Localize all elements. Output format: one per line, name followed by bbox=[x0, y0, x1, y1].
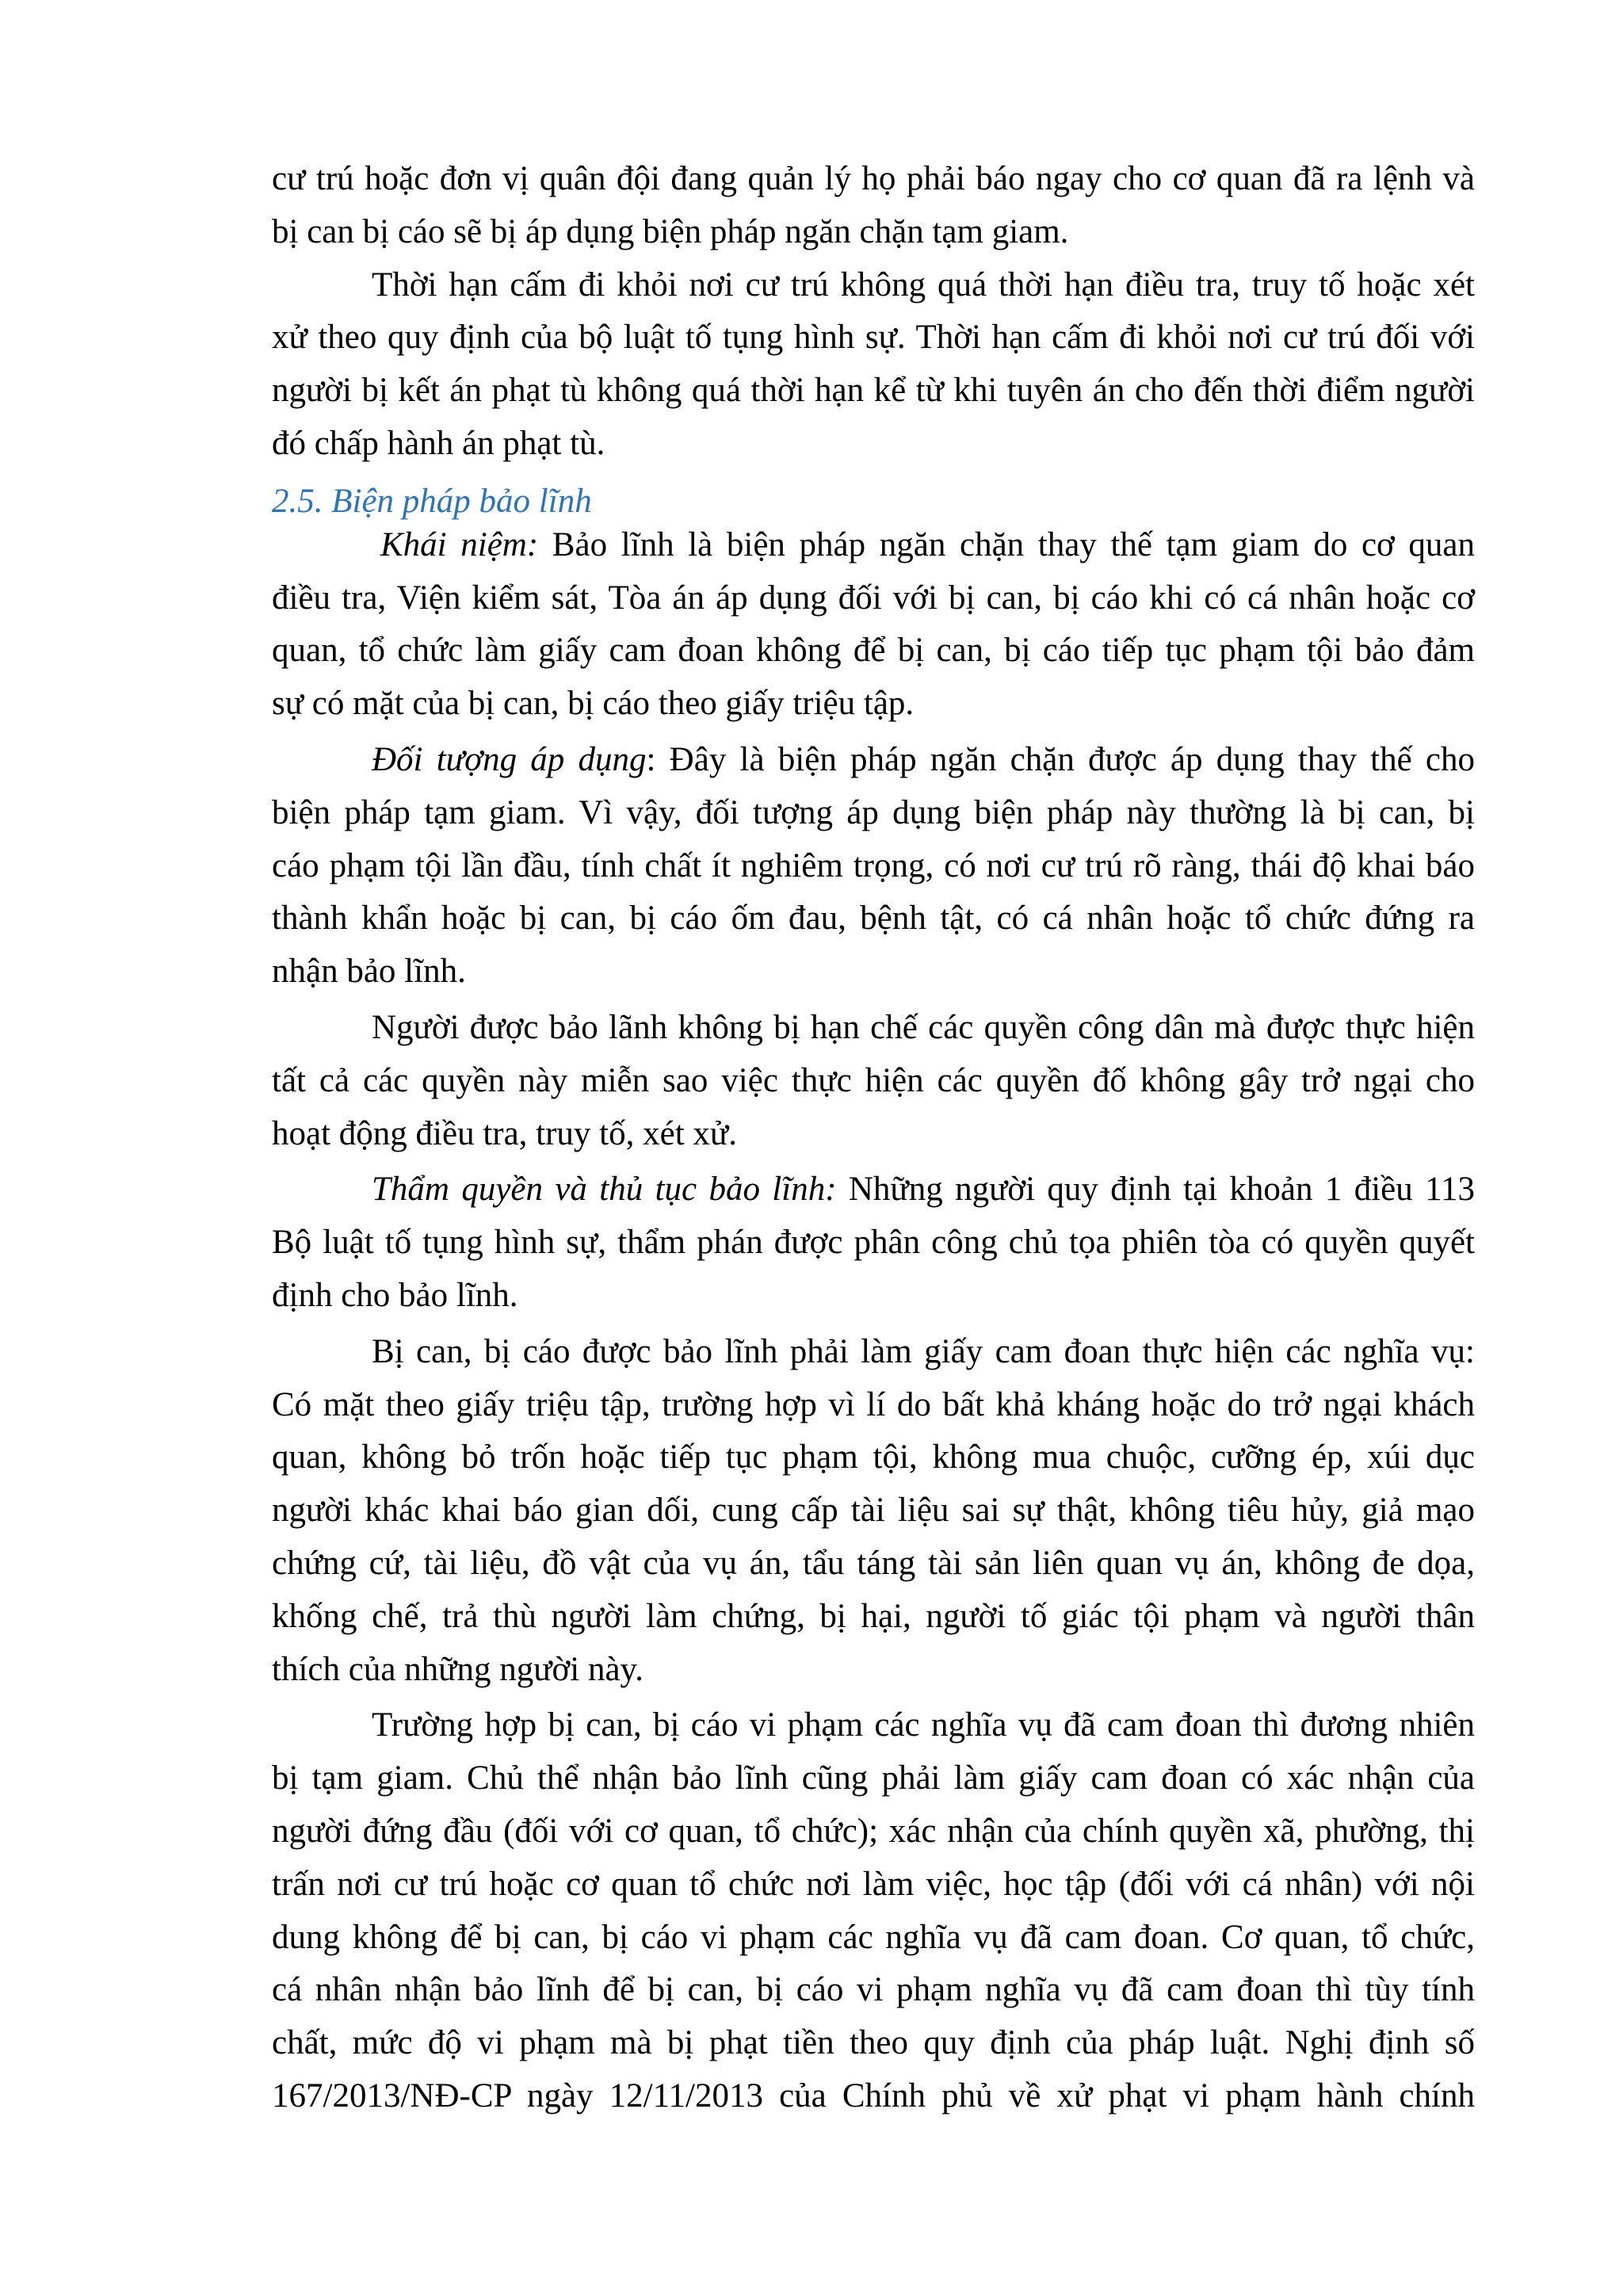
paragraph-line bbox=[272, 519, 1475, 572]
paragraph bbox=[272, 519, 1475, 731]
paragraph-line: định cho bảo lĩnh. bbox=[272, 1276, 518, 1314]
paragraph-line: xử theo quy định của bộ luật tố tụng hình sự. Thời hạn cấm đi khỏi nơi cư trú đối với bbox=[272, 319, 1475, 357]
paragraph-line bbox=[272, 734, 1475, 787]
paragraph-line: quan, tổ chức làm giấy cam đoan không để bị can, bị cáo tiếp tục phạm tội bảo đảm bbox=[272, 632, 1475, 670]
paragraph-line: thích của những người này. bbox=[272, 1650, 643, 1688]
paragraph-line: sự có mặt của bị can, bị cáo theo giấy triệu tập. bbox=[272, 685, 915, 723]
paragraph-line: người đứng đầu (đối với cơ quan, tổ chức); xác nhận của chính quyền xã, phường, thị bbox=[272, 1812, 1475, 1850]
paragraph-line: bị tạm giam. Chủ thể nhận bảo lĩnh cũng phải làm giấy cam đoan có xác nhận của bbox=[272, 1759, 1475, 1797]
page-body bbox=[272, 153, 1475, 2123]
paragraph bbox=[272, 734, 1475, 999]
paragraph-lead-term: Thẩm quyền và thủ tục bảo lĩnh: bbox=[372, 1171, 837, 1209]
paragraph-line: Thời hạn cấm đi khỏi nơi cư trú không quá thời hạn điều tra, truy tố hoặc xét bbox=[372, 266, 1475, 304]
paragraph-line: cáo phạm tội lần đầu, tính chất ít nghiêm trọng, có nơi cư trú rõ ràng, thái độ khai báo bbox=[272, 846, 1475, 884]
paragraph-line: biện pháp tạm giam. Vì vậy, đối tượng áp dụng biện pháp này thường là bị can, bị bbox=[272, 793, 1475, 831]
paragraph-line: Trường hợp bị can, bị cáo vi phạm các nghĩa vụ đã cam đoan thì đương nhiên bbox=[372, 1706, 1475, 1744]
paragraph-line: chất, mức độ vi phạm mà bị phạt tiền theo quy định của pháp luật. Nghị định số bbox=[272, 2024, 1475, 2062]
paragraph-line: đó chấp hành án phạt tù. bbox=[272, 424, 605, 462]
paragraph-line: 167/2013/NĐ-CP ngày 12/11/2013 của Chính phủ về xử phạt vi phạm hành chính bbox=[272, 2076, 1475, 2115]
paragraph-line: trấn nơi cư trú hoặc cơ quan tổ chức nơi làm việc, học tập (đối với cá nhân) với nội bbox=[272, 1865, 1475, 1903]
paragraph-line: Bộ luật tố tụng hình sự, thẩm phán được phân công chủ tọa phiên tòa có quyền quyết bbox=[272, 1224, 1475, 1262]
paragraph-line: Bị can, bị cáo được bảo lĩnh phải làm giấy cam đoan thực hiện các nghĩa vụ: bbox=[372, 1332, 1475, 1370]
paragraph bbox=[272, 153, 1475, 259]
paragraph-line: khống chế, trả thù người làm chứng, bị hại, người tố giác tội phạm và người thân bbox=[272, 1597, 1475, 1635]
section-heading: 2.5. Biện pháp bảo lĩnh bbox=[272, 482, 592, 520]
paragraph-line: dung không để bị can, bị cáo vi phạm các nghĩa vụ đã cam đoan. Cơ quan, tổ chức, bbox=[272, 1918, 1475, 1956]
paragraph bbox=[272, 1163, 1475, 1322]
paragraph-line: quan, không bỏ trốn hoặc tiếp tục phạm tội, không mua chuộc, cưỡng ép, xúi dục bbox=[272, 1438, 1475, 1477]
paragraph bbox=[272, 259, 1475, 471]
paragraph-line bbox=[272, 1163, 1475, 1217]
paragraph-line: Người được bảo lãnh không bị hạn chế các quyền công dân mà được thực hiện bbox=[372, 1008, 1475, 1046]
paragraph-line: thành khẩn hoặc bị can, bị cáo ốm đau, bệnh tật, có cá nhân hoặc tổ chức đứng ra bbox=[272, 900, 1475, 938]
paragraph-line: cá nhân nhận bảo lĩnh để bị can, bị cáo vi phạm nghĩa vụ đã cam đoan thì tùy tính bbox=[272, 1971, 1475, 2009]
paragraph-line: hoạt động điều tra, truy tố, xét xử. bbox=[272, 1114, 737, 1152]
paragraph-lead-term: Đối tượng áp dụng bbox=[372, 740, 647, 778]
paragraph-line-text: Bảo lĩnh là biện pháp ngăn chặn thay thế tạm giam do cơ quan bbox=[538, 525, 1475, 563]
paragraph-line: cư trú hoặc đơn vị quân đội đang quản lý họ phải báo ngay cho cơ quan đã ra lệnh và bbox=[272, 160, 1475, 197]
paragraph bbox=[272, 1002, 1475, 1160]
paragraph-line: chứng cứ, tài liệu, đồ vật của vụ án, tẩu táng tài sản liên quan vụ án, không đe dọa, bbox=[272, 1544, 1475, 1582]
paragraph-line-text: : Đây là biện pháp ngăn chặn được áp dụng thay thế cho bbox=[646, 740, 1475, 778]
paragraph bbox=[272, 1326, 1475, 1697]
paragraph-line: Có mặt theo giấy triệu tập, trường hợp vì lí do bất khả kháng hoặc do trở ngại khách bbox=[272, 1385, 1475, 1423]
paragraph-line: tất cả các quyền này miễn sao việc thực hiện các quyền đố không gây trở ngại cho bbox=[272, 1061, 1475, 1099]
paragraph bbox=[272, 1699, 1475, 2122]
paragraph-line: người khác khai báo gian dối, cung cấp tài liệu sai sự thật, không tiêu hủy, giả mạo bbox=[272, 1492, 1475, 1530]
paragraph-line: điều tra, Viện kiểm sát, Tòa án áp dụng đối với bị can, bị cáo khi có cá nhân hoặc cơ bbox=[272, 579, 1475, 617]
paragraph-line: nhận bảo lĩnh. bbox=[272, 953, 466, 991]
paragraph-line: bị can bị cáo sẽ bị áp dụng biện pháp ngăn chặn tạm giam. bbox=[272, 212, 1069, 250]
paragraph-line: người bị kết án phạt tù không quá thời hạn kể từ khi tuyên án cho đến thời điểm người bbox=[272, 372, 1475, 410]
paragraph-lead-term: Khái niệm: bbox=[380, 525, 539, 563]
paragraph-line-text: Những người quy định tại khoản 1 điều 113 bbox=[836, 1171, 1475, 1209]
